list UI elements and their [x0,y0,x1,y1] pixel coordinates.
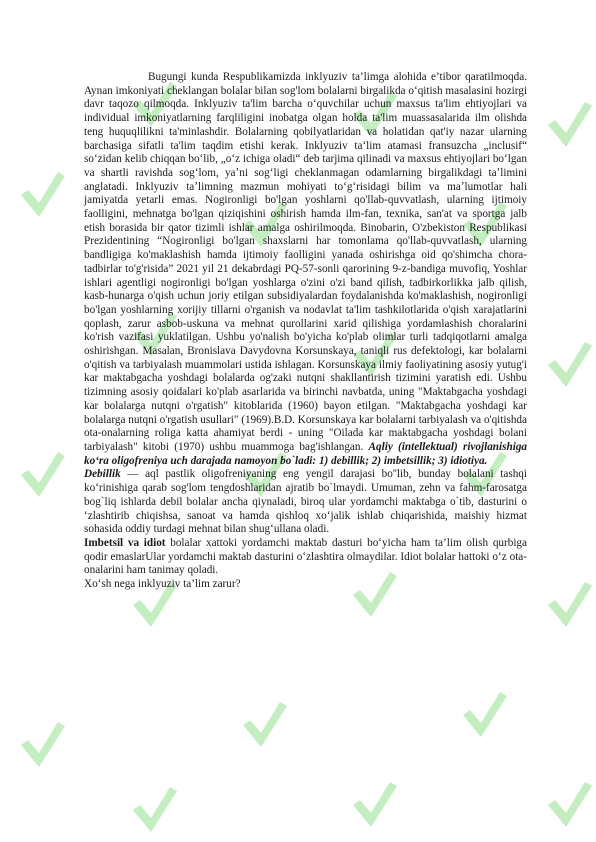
document-body [84,71,527,592]
closing-question: Xoʻsh nega inklyuziv ta’lim zarur? [84,578,241,591]
paragraph-text: — aql pastlik oligofreniyaning eng yengil darajasi bo''lib, bunday bolalani tashqi koʻrinishiga qarab sog'lom tengdoshlaridan ajratib bo`lmaydi. Umuman, zehn va fahm-farosatga bog`liq ishlarda debil bolalar ancha qiynaladi, biroq ular yordamchi maktabga o`tib, dasturini o ‘zlashtirib chiqishsa, sanoat va hamda qishloq xoʻjalik ishlab chiqarishida, maishiy hizmat sohasida oddiy turdagi mehnat bilan shugʻullana oladi. [84,468,527,536]
paragraph-text: bolalar xattoki yordamchi maktab dasturi boʻyicha ham ta’lim olish qurbiga qodir emaslarUlar yordamchi maktab dasturini oʻzlashtira olmaydilar. Idiot bolalar hattoki oʻz ota-onalarini ham tanimay qoladi. [84,536,527,577]
paragraph-imbetsil-idiot [84,537,527,578]
paragraph-inclusive-education [84,71,527,468]
oligophrenia-degrees-emphasis: Aqliy (intellektual) rivojlanishiga koʻra oligofreniya uch darajada namoyon bo`ladi: 1) debillik; 2) imbetsillik; 3) idiotiya. [84,440,528,467]
paragraph-debillik [84,468,527,537]
paragraph-text: Bugungi kunda Respublikamizda inklyuziv ta’limga alohida e’tibor qaratilmoqda. Aynan imkoniyati cheklangan bolalar bilan sog'lom bolalarni birgalikda oʻqitish masalasini hozirgi davr taqozo qilmoqda. Inklyuziv ta'lim barcha oʻquvchilar uchun maxsus ta'lim ehtiyojlari va individual imkoniyatlarning farqliligini inobatga olgan holda ta'lim muassasalarida ilm olishda teng huquqlilikni ta'minlashdir. Bolalarning qobilyatlaridan va holatidan qat'iy nazar ularning barchasiga sifatli ta'lim taqdim etishi kerak. Inklyuziv taʻlim atamasi fransuzcha „inclusif“ soʻzidan kelib chiqqan boʻlib, „oʻz ichiga oladi“ deb tarjima qilinadi va maxsus ehtiyojlari boʻlgan va shartli ravishda sogʻlom, yaʼni sogʻligi cheklanmagan odamlarning birgalikdagi taʼlimini anglatadi. Inklyuziv taʼlimning mazmun mohiyati toʻgʻrisidagi bilim va maʼlumotlar hali jamiyatda yetarli emas. Nogironligi bo'lgan yoshlarni qo'llab-quvvatlash, ularning ijtimoiy faolligini, mehnatga bo'lgan qiziqishini oshirish hamda ilm-fan, texnika, san'at va sportga jalb etish borasida bir qator tizimli ishlar amalga oshirilmoqda. Binobarin, O'zbekiston Respublikasi Prezidentining “Nogironligi bo'lgan shaxslarni har tomonlama qo'llab-quvvatlash, ularning bandligiga ko'maklashish hamda ijtimoiy faolligini yanada oshirishga oid qo'shimcha chora-tadbirlar to'g'risida” 2021 yil 21 dekabrdagi PQ-57-sonli qarorining 9-z-bandiga muvofiq, Yoshlar ishlari agentligi nogironligi bo'lgan yoshlarga o'zini o'zi band qilish, tadbirkorlikka jalb qilish, kasb-hunarga o'qish uchun joriy etilgan subsidiyalardan foydalanishda ko'maklashish, nogironligi bo'lgan yoshlarning xorijiy tillarni o'rganish va nodavlat ta'lim tashkilotlarida o'qish xarajatlarini qoplash, zarur asbob-uskuna va mehnat qurollarini xarid qilishiga yordamlashish choralarini ko'rish vazifasi yuklatilgan. Ushbu yo'nalish bo'yicha ko'plab olimlar turli tadqiqotlarni amalga oshirishgan. Masalan, Bronislava Davydovna Korsunskaya, taniqli rus defektologi, kar bolalarni o'qitish va tarbiyalash muammolari ustida ishlagan. Korsunskaya ilmiy faoliyatining asosiy yutug'i kar maktabgacha yoshdagi bolalarda og'zaki nutqni shakllantirish tizimini yaratish edi. Ushbu tizimning asosiy qoidalari ko'plab asarlarida va birinchi navbatda, uning "Maktabgacha yoshdagi kar bolalarga nutqni o'rgatish" kitoblarida (1960) bayon etilgan. "Maktabgacha yoshdagi kar bolalarga nutqni o'rgatish usullari" (1969).B.D. Korsunskaya kar bolalarni tarbiyalash va o'qitishda ota-onalarning roliga katta ahamiyat berdi - uning "Oilada kar maktabgacha yoshdagi bolani tarbiyalash" kitobi (1970) ushbu muammoga bag'ishlangan. [84,71,527,453]
term-imbetsil-idiot: Imbetsil va idiot [84,536,166,549]
term-debillik: Debillik [84,468,121,481]
